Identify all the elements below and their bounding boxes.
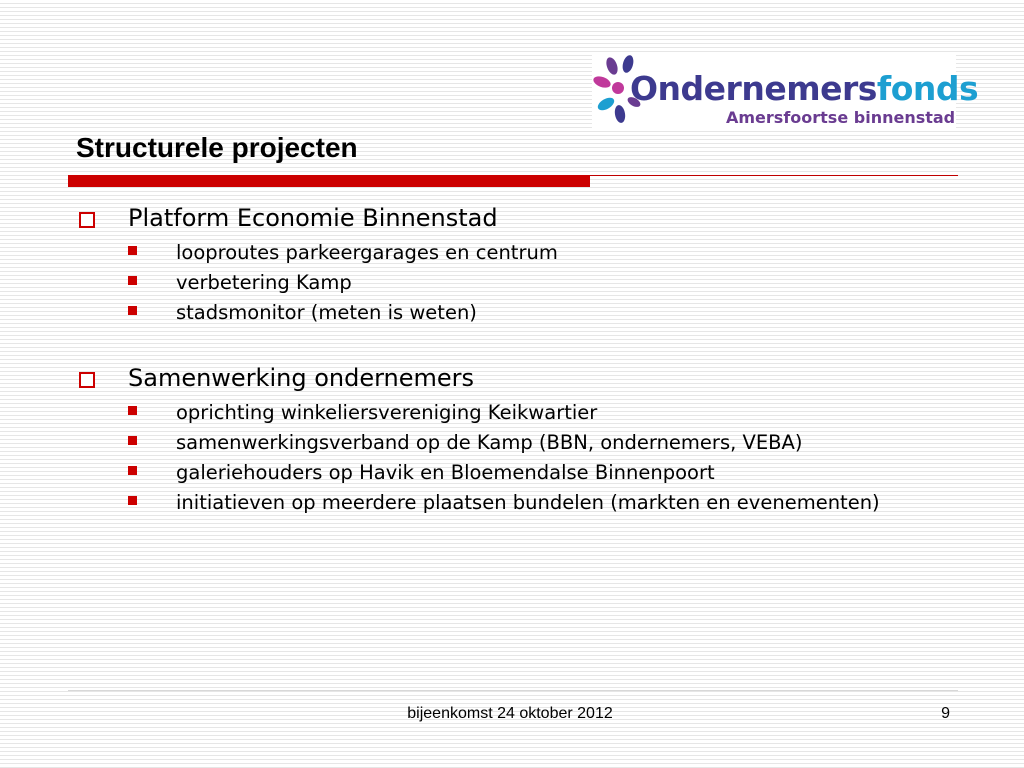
list-item bbox=[76, 396, 956, 426]
page-number: 9 bbox=[941, 705, 950, 722]
section-heading-text: Samenwerking ondernemers bbox=[128, 364, 475, 392]
list-item-text: initiatieven op meerdere plaatsen bundelen (markten en evenementen) bbox=[176, 491, 880, 514]
list-item-text: galeriehouders op Havik en Bloemendalse Binnenpoort bbox=[176, 461, 715, 484]
list-item-text: samenwerkingsverband op de Kamp (BBN, ondernemers, VEBA) bbox=[176, 431, 803, 454]
list-item-text: oprichting winkeliersvereniging Keikwartier bbox=[176, 401, 598, 424]
hollow-square-bullet-icon bbox=[79, 372, 95, 388]
list-item bbox=[76, 486, 956, 516]
filled-square-bullet-icon bbox=[128, 276, 137, 285]
filled-square-bullet-icon bbox=[128, 246, 137, 255]
section-heading bbox=[76, 360, 956, 396]
slide-title: Structurele projecten bbox=[76, 132, 358, 163]
section-heading-text: Platform Economie Binnenstad bbox=[128, 204, 498, 232]
list-item-text: verbetering Kamp bbox=[176, 271, 352, 294]
list-item bbox=[76, 236, 956, 266]
list-item-text: looproutes parkeergarages en centrum bbox=[176, 241, 558, 264]
filled-square-bullet-icon bbox=[128, 406, 137, 415]
section-spacer bbox=[76, 326, 956, 360]
list-item bbox=[76, 456, 956, 486]
list-item bbox=[76, 426, 956, 456]
logo-name-part1: Ondernemers bbox=[630, 69, 877, 108]
title-accent-bar bbox=[68, 175, 590, 187]
footer-text: bijeenkomst 24 oktober 2012 bbox=[407, 705, 613, 722]
section-heading bbox=[76, 200, 956, 236]
filled-square-bullet-icon bbox=[128, 466, 137, 475]
ondernemersfonds-logo bbox=[592, 52, 979, 128]
logo-name-part2: fonds bbox=[876, 69, 979, 108]
list-item bbox=[76, 266, 956, 296]
logo-subtitle: Amersfoortse binnenstad bbox=[726, 108, 956, 127]
slide-content bbox=[76, 200, 956, 516]
list-item bbox=[76, 296, 956, 326]
filled-square-bullet-icon bbox=[128, 306, 137, 315]
list-item-text: stadsmonitor (meten is weten) bbox=[176, 301, 477, 324]
filled-square-bullet-icon bbox=[128, 496, 137, 505]
filled-square-bullet-icon bbox=[128, 436, 137, 445]
logo-wordmark bbox=[630, 69, 979, 108]
footer-divider-line bbox=[68, 690, 958, 691]
hollow-square-bullet-icon bbox=[79, 212, 95, 228]
